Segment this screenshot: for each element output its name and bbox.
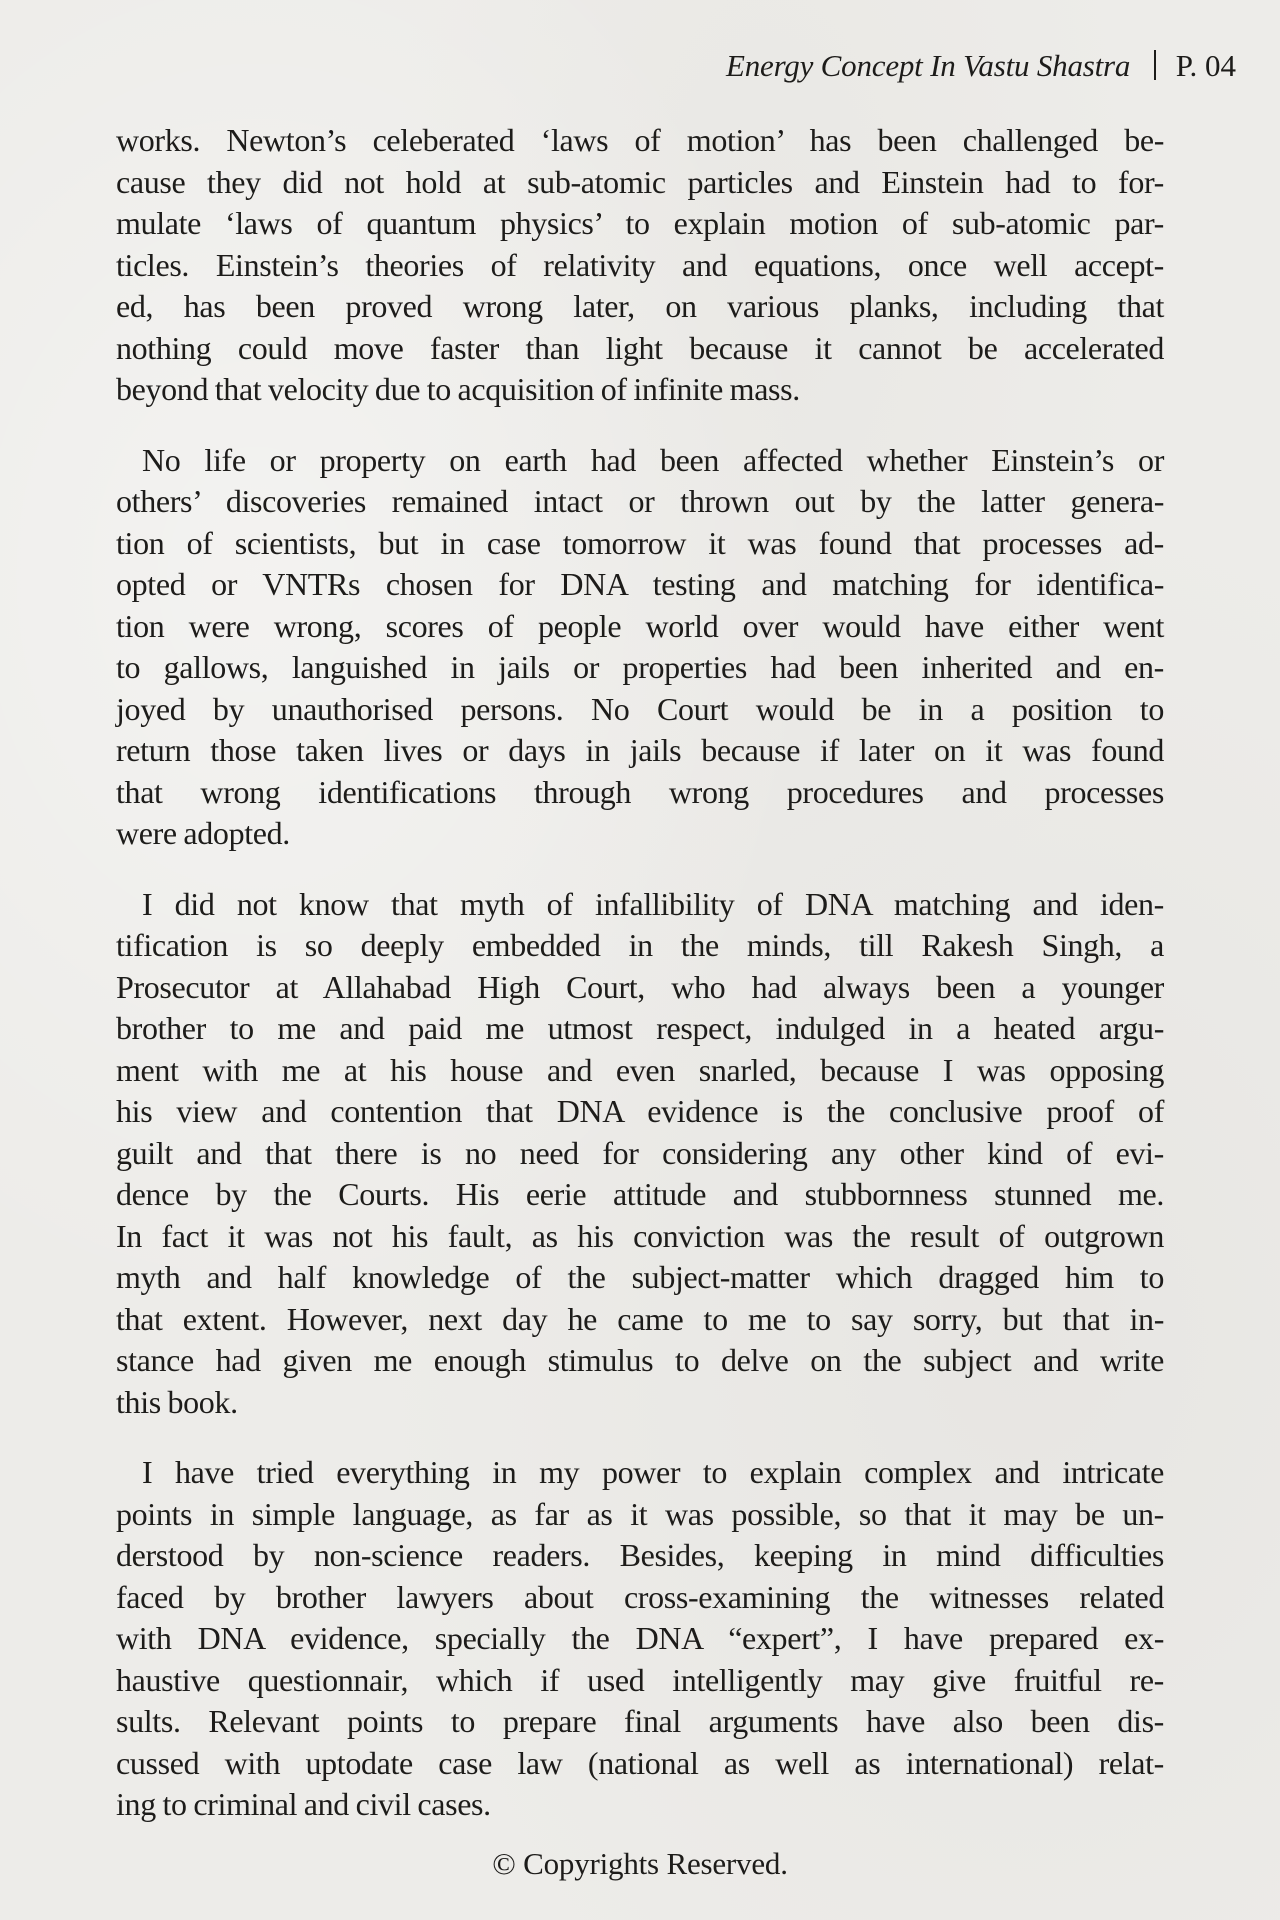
text-line: to gallows, languished in jails or properties had been inherited and en- [116, 649, 1164, 685]
paragraph [116, 884, 1164, 1424]
paragraph [116, 440, 1164, 855]
text-line: tification is so deeply embedded in the minds, till Rakesh Singh, a [116, 927, 1164, 963]
text-line: ticles. Einstein’s theories of relativity and equations, once well accept- [116, 246, 1164, 283]
text-line: opted or VNTRs chosen for DNA testing and matching for identifica- [116, 566, 1164, 602]
text-line: ment with me at his house and even snarled, because I was opposing [116, 1051, 1164, 1088]
header-separator [1154, 50, 1156, 80]
copyright-notice: © Copyrights Reserved. [492, 1846, 788, 1881]
text-line: Prosecutor at Allahabad High Court, who had always been a younger [116, 968, 1164, 1005]
paragraph [116, 120, 1164, 411]
text-line: mulate ‘laws of quantum physics’ to explain motion of sub-atomic par- [116, 205, 1164, 241]
text-line: points in simple language, as far as it was possible, so that it may be un- [116, 1495, 1164, 1532]
text-line: I have tried everything in my power to explain complex and intricate [142, 1454, 1164, 1490]
paragraph [116, 1452, 1164, 1826]
text-line: were adopted. [116, 815, 290, 851]
text-line: In fact it was not his fault, as his conviction was the result of outgrown [116, 1217, 1164, 1254]
text-line: beyond that velocity due to acquisition of infinite mass. [116, 371, 800, 407]
page-number: P. 04 [1175, 48, 1236, 83]
text-line: tion of scientists, but in case tomorrow it was found that processes ad- [116, 524, 1164, 561]
text-line: haustive questionnair, which if used intelligently may give fruitful re- [116, 1661, 1164, 1698]
text-line: this book. [116, 1383, 238, 1420]
text-line: stance had given me enough stimulus to delve on the subject and write [116, 1342, 1164, 1378]
text-line: his view and contention that DNA evidence is the conclusive proof of [116, 1093, 1164, 1129]
text-line: cause they did not hold at sub-atomic particles and Einstein had to for- [116, 163, 1164, 200]
text-line: faced by brother lawyers about cross-examining the witnesses related [116, 1578, 1164, 1615]
page-body [116, 120, 1164, 1855]
text-line: that extent. However, next day he came to me to say sorry, but that in- [116, 1300, 1164, 1337]
text-line: works. Newton’s celeberated ‘laws of motion’ has been challenged be- [116, 122, 1164, 158]
running-header [726, 46, 1236, 84]
text-line: nothing could move faster than light because it cannot be accelerated [116, 329, 1164, 366]
text-line: I did not know that myth of infallibility of DNA matching and iden- [142, 885, 1164, 922]
text-line: guilt and that there is no need for considering any other kind of evi- [116, 1134, 1164, 1171]
text-line: tion were wrong, scores of people world over would have either went [116, 607, 1164, 644]
book-title: Energy Concept In Vastu Shastra [725, 48, 1131, 83]
text-line: brother to me and paid me utmost respect, indulged in a heated argu- [116, 1010, 1164, 1046]
text-line: joyed by unauthorised persons. No Court would be in a position to [116, 690, 1164, 727]
text-line: derstood by non-science readers. Besides, keeping in mind difficulties [116, 1537, 1164, 1573]
text-line: myth and half knowledge of the subject-matter which dragged him to [116, 1259, 1164, 1295]
text-line: that wrong identifications through wrong procedures and processes [116, 773, 1164, 810]
text-line: ing to criminal and civil cases. [116, 1786, 491, 1822]
text-line: ed, has been proved wrong later, on various planks, including that [116, 288, 1164, 324]
text-line: No life or property on earth had been affected whether Einstein’s or [142, 441, 1164, 478]
text-line: cussed with uptodate case law (national as well as international) relat- [116, 1744, 1164, 1781]
text-line: dence by the Courts. His eerie attitude and stubbornness stunned me. [116, 1176, 1164, 1212]
text-line: with DNA evidence, specially the DNA “expert”, I have prepared ex- [116, 1620, 1164, 1656]
text-line: others’ discoveries remained intact or thrown out by the latter genera- [116, 483, 1164, 519]
text-line: return those taken lives or days in jails because if later on it was found [116, 732, 1164, 768]
text-line: sults. Relevant points to prepare final arguments have also been dis- [116, 1703, 1164, 1739]
